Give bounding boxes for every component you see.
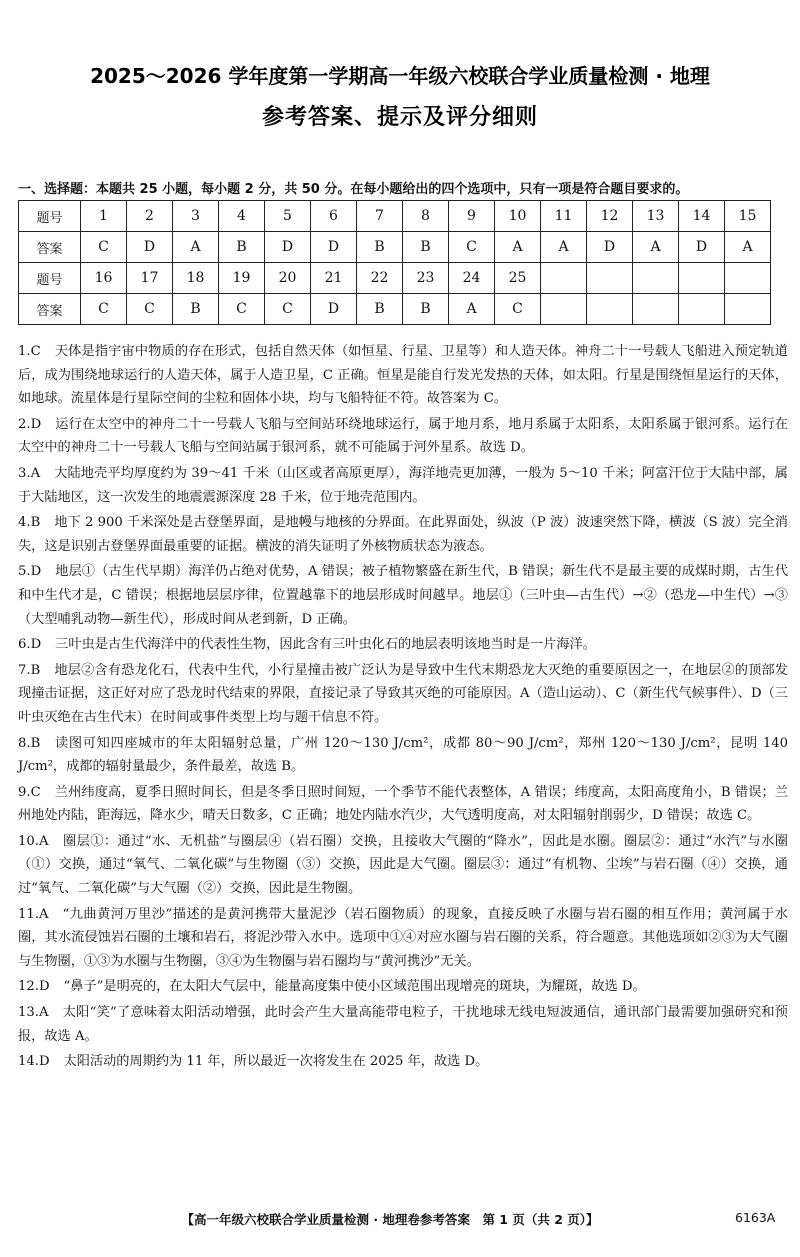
- answer-cell: [679, 294, 725, 325]
- question-number-cell: 9: [449, 201, 495, 232]
- explanation-item: [18, 340, 788, 411]
- answer-cell: C: [81, 294, 127, 325]
- answer-cell: [587, 294, 633, 325]
- question-number-cell: 4: [219, 201, 265, 232]
- explanation-label: 5.D: [18, 564, 42, 580]
- explanation-label: 10.A: [18, 833, 49, 849]
- question-number-cell: 16: [81, 263, 127, 294]
- footer-text: 【高一年级六校联合学业质量检测 · 地理卷参考答案 第 1 页（共 2 页）】: [181, 1212, 599, 1227]
- row-header-answer: 答案: [19, 232, 81, 263]
- answer-cell: C: [219, 294, 265, 325]
- answer-cell: B: [357, 294, 403, 325]
- question-number-cell: 8: [403, 201, 449, 232]
- explanation-text: 读图可知四座城市的年太阳辐射总量，广州 120～130 J/cm²，成都 80～90 J/cm²，郑州 120～130 J/cm²，昆明 140 J/cm²，成都的辐射量最少，条件最差，故选 B。: [18, 735, 788, 775]
- explanation-item: [18, 830, 788, 901]
- explanation-item: [18, 732, 788, 779]
- explanation-label: 8.B: [18, 735, 41, 751]
- question-number-cell: 5: [265, 201, 311, 232]
- explanation-item: [18, 781, 788, 828]
- explanation-item: [18, 659, 788, 730]
- answer-cell: A: [173, 232, 219, 263]
- explanation-label: 4.B: [18, 515, 41, 531]
- answer-cell: A: [633, 232, 679, 263]
- explanation-text: 太阳活动的周期约为 11 年，所以最近一次将发生在 2025 年，故选 D。: [63, 1054, 489, 1070]
- answer-cell: A: [449, 294, 495, 325]
- answer-cell: A: [725, 232, 771, 263]
- row-header-number: 题号: [19, 201, 81, 232]
- answer-cell: D: [265, 232, 311, 263]
- question-number-cell: 25: [495, 263, 541, 294]
- explanation-label: 7.B: [18, 662, 41, 678]
- question-number-cell: 2: [127, 201, 173, 232]
- row-header-number: 题号: [19, 263, 81, 294]
- explanation-text: 地层①（古生代早期）海洋仍占绝对优势，A 错误；被子植物繁盛在新生代，B 错误；新生代不是最主要的成煤时期，古生代和中生代才是，C 错误；根据地层层序律，位置越靠下的地层形成时间越早。地层①（三叶虫—古生代）→②（恐龙—中生代）→③（大型哺乳动物—新生代），形成时间从老到新，D 正确。: [18, 564, 788, 627]
- answer-cell: C: [81, 232, 127, 263]
- question-number-cell: [587, 263, 633, 294]
- question-number-cell: 19: [219, 263, 265, 294]
- question-number-cell: 23: [403, 263, 449, 294]
- explanation-label: 13.A: [18, 1005, 49, 1021]
- section-heading: 一、选择题：本题共 25 小题，每小题 2 分，共 50 分。在每小题给出的四个选项中，只有一项是符合题目要求的。: [18, 182, 689, 197]
- row-header-answer: 答案: [19, 294, 81, 325]
- explanation-list: [18, 340, 788, 1076]
- answer-cell: C: [449, 232, 495, 263]
- explanation-item: [18, 975, 788, 999]
- answer-cell: D: [311, 294, 357, 325]
- question-number-cell: 24: [449, 263, 495, 294]
- question-number-cell: 18: [173, 263, 219, 294]
- answer-cell: [725, 294, 771, 325]
- answer-cell: B: [403, 232, 449, 263]
- answer-cell: A: [541, 232, 587, 263]
- explanation-item: [18, 462, 788, 509]
- answer-cell: C: [127, 294, 173, 325]
- explanation-item: [18, 560, 788, 631]
- answer-cell: [541, 294, 587, 325]
- question-number-cell: [541, 263, 587, 294]
- explanation-label: 9.C: [18, 784, 41, 800]
- answer-cell: D: [679, 232, 725, 263]
- answer-cell: C: [265, 294, 311, 325]
- explanation-text: 三叶虫是古生代海洋中的代表性生物，因此含有三叶虫化石的地层表明该地当时是一片海洋。: [55, 637, 596, 653]
- explanation-item: [18, 1050, 788, 1074]
- explanation-text: 太阳“笑”了意味着太阳活动增强，此时会产生大量高能带电粒子，干扰地球无线电短波通信，通讯部门最需要加强研究和预报，故选 A。: [18, 1005, 788, 1044]
- question-number-cell: 3: [173, 201, 219, 232]
- question-number-cell: [725, 263, 771, 294]
- question-number-cell: [633, 263, 679, 294]
- question-number-cell: 11: [541, 201, 587, 232]
- explanation-text: 地下 2 900 千米深处是古登堡界面，是地幔与地核的分界面。在此界面处，纵波（P 波）波速突然下降，横波（S 波）完全消失，这是识别古登堡界面最重要的证据。横波的消失证明了外核物质状态为液态。: [18, 515, 788, 554]
- table-row: [19, 263, 771, 294]
- explanation-text: “九曲黄河万里沙”描述的是黄河携带大量泥沙（岩石圈物质）的现象，直接反映了水圈与岩石圈的相互作用；黄河属于水圈，其水流侵蚀岩石圈的土壤和岩石，将泥沙带入水中。选项中①④对应水圈与岩石圈的关系，符合题意。其他选项如②③为大气圈与生物圈，①③为水圈与生物圈，③④为生物圈与岩石圈均与“黄河携沙”无关。: [18, 906, 788, 969]
- answer-cell: D: [311, 232, 357, 263]
- document-title: 2025～2026 学年度第一学期高一年级六校联合学业质量检测 · 地理: [90, 64, 710, 88]
- question-number-cell: 21: [311, 263, 357, 294]
- answer-cell: C: [495, 294, 541, 325]
- explanation-text: 大陆地壳平均厚度约为 39～41 千米（山区或者高原更厚），海洋地壳更加薄，一般为 5～10 千米；阿富汗位于大陆中部，属于大陆地区，这一次发生的地震震源深度 28 千米，位于地壳范围内。: [18, 465, 788, 505]
- explanation-text: 兰州纬度高，夏季日照时间长，但是冬季日照时间短，一个季节不能代表整体，A 错误；纬度高，太阳高度角小，B 错误；兰州地处内陆，距海远，降水少，晴天日数多，C 正确；地处内陆水汽少，大气透明度高，对太阳辐射削弱少，D 错误；故选 C。: [18, 784, 788, 824]
- question-number-cell: 10: [495, 201, 541, 232]
- explanation-label: 11.A: [18, 906, 49, 922]
- answer-cell: A: [495, 232, 541, 263]
- question-number-cell: [679, 263, 725, 294]
- footer-code: 6163A: [735, 1210, 776, 1225]
- explanation-text: 圈层①：通过“水、无机盐”与圈层④（岩石圈）交换，且接收大气圈的“降水”，因此是水圈。圈层②：通过“水汽”与水圈（①）交换，通过“氧气、二氧化碳”与生物圈（③）交换，因此是大气圈。圈层③：通过“有机物、尘埃”与岩石圈（④）交换，通过“氧气、二氧化碳”与大气圈（②）交换，因此是生物圈。: [18, 833, 788, 897]
- explanation-label: 2.D: [18, 416, 42, 432]
- document-subtitle: 参考答案、提示及评分细则: [261, 105, 538, 130]
- explanation-label: 1.C: [18, 344, 41, 359]
- answer-table: [18, 200, 771, 325]
- explanation-item: [18, 1001, 788, 1048]
- question-number-cell: 15: [725, 201, 771, 232]
- answer-cell: B: [219, 232, 265, 263]
- explanation-item: [18, 633, 788, 657]
- explanation-text: “鼻子”是明亮的，在太阳大气层中，能量高度集中使小区域范围出现增亮的斑块，为耀斑，故选 D。: [63, 979, 646, 995]
- explanation-text: 运行在太空中的神舟二十一号载人飞船与空间站环绕地球运行，属于地月系，地月系属于太阳系，太阳系属于银河系。运行在太空中的神舟二十一号载人飞船与空间站属于银河系，就不可能属于河外星系。故选 D。: [18, 416, 788, 456]
- question-number-cell: 6: [311, 201, 357, 232]
- question-number-cell: 13: [633, 201, 679, 232]
- question-number-cell: 12: [587, 201, 633, 232]
- explanation-item: [18, 413, 788, 460]
- table-row: [19, 232, 771, 263]
- question-number-cell: 14: [679, 201, 725, 232]
- table-row: [19, 294, 771, 325]
- question-number-cell: 7: [357, 201, 403, 232]
- explanation-text: 天体是指宇宙中物质的存在形式，包括自然天体（如恒星、行星、卫星等）和人造天体。神舟二十一号载人飞船进入预定轨道后，成为围绕地球运行的人造天体，属于人造卫星，C 正确。恒星是能自行发光发热的天体，如太阳。行星是围绕恒星运行的天体，如地球。流星体是行星际空间的尘粒和固体小块，均与飞船特征不符。故答案为 C。: [18, 344, 788, 407]
- answer-cell: B: [357, 232, 403, 263]
- explanation-label: 12.D: [18, 979, 50, 995]
- question-number-cell: 1: [81, 201, 127, 232]
- explanation-item: [18, 903, 788, 974]
- explanation-label: 3.A: [18, 465, 41, 481]
- question-number-cell: 17: [127, 263, 173, 294]
- question-number-cell: 22: [357, 263, 403, 294]
- answer-cell: B: [403, 294, 449, 325]
- answer-cell: D: [127, 232, 173, 263]
- question-number-cell: 20: [265, 263, 311, 294]
- explanation-label: 6.D: [18, 637, 42, 653]
- table-row: [19, 201, 771, 232]
- explanation-item: [18, 511, 788, 558]
- answer-cell: D: [587, 232, 633, 263]
- explanation-label: 14.D: [18, 1054, 50, 1070]
- explanation-text: 地层②含有恐龙化石，代表中生代，小行星撞击被广泛认为是导致中生代末期恐龙大灭绝的重要原因之一，在地层②的顶部发现撞击证据，这正好对应了恐龙时代结束的界限，直接记录了导致其灭绝的可能原因。A（造山运动）、C（新生代气候事件）、D（三叶虫灭绝在古生代末）在时间或事件类型上均与题干信息不符。: [18, 662, 788, 725]
- answer-cell: [633, 294, 679, 325]
- answer-cell: B: [173, 294, 219, 325]
